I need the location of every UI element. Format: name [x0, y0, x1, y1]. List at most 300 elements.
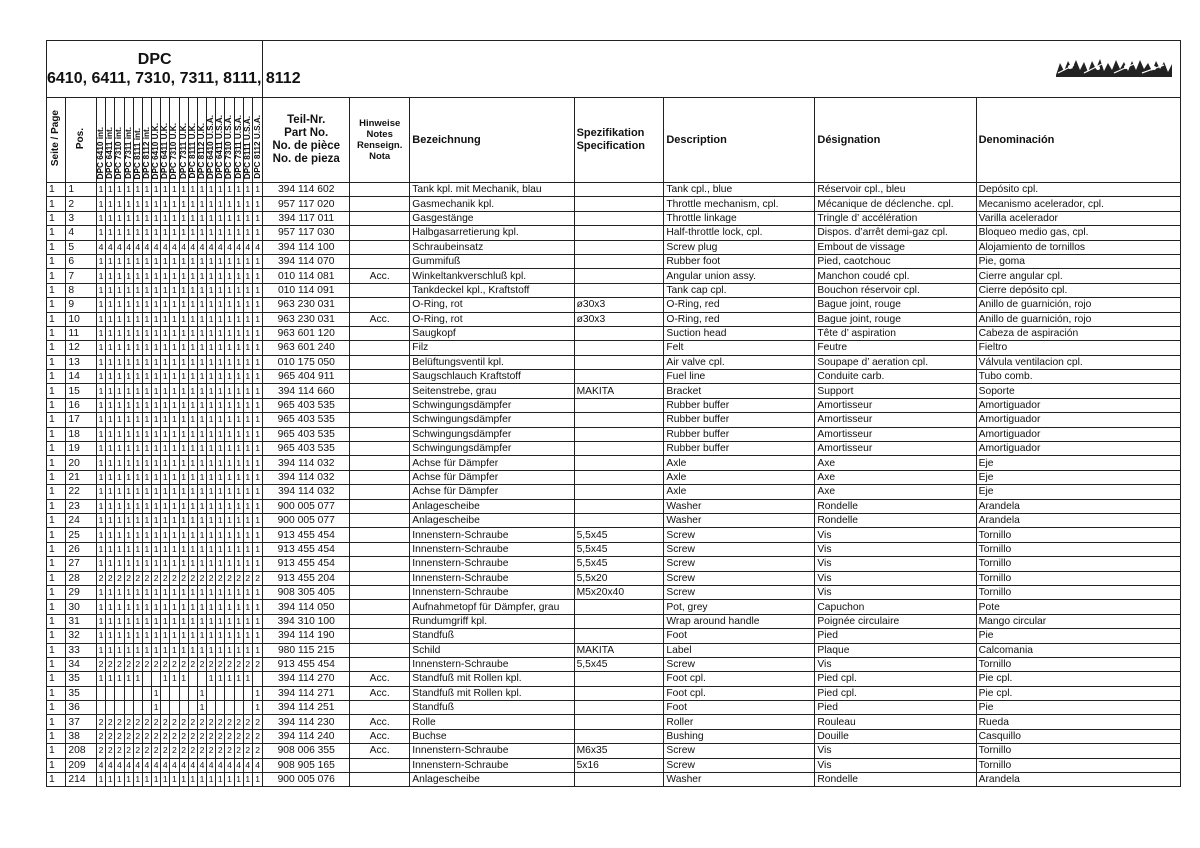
cell-quantity: 1	[207, 643, 216, 657]
cell-quantity: 1	[179, 183, 188, 197]
cell-quantity: 2	[106, 571, 115, 585]
cell-note	[350, 398, 410, 412]
table-row	[47, 442, 1181, 456]
cell-quantity: 1	[243, 384, 252, 398]
cell-quantity: 1	[188, 355, 197, 369]
cell-seite: 1	[47, 571, 66, 585]
cell-quantity: 1	[207, 672, 216, 686]
cell-part-no: 394 114 251	[263, 701, 350, 715]
cell-quantity: 1	[243, 283, 252, 297]
cell-quantity	[252, 672, 262, 686]
cell-pos: 214	[66, 773, 97, 787]
cell-quantity: 4	[115, 240, 124, 254]
cell-quantity: 1	[106, 485, 115, 499]
cell-bezeichnung: Schwingungsdämpfer	[410, 442, 574, 456]
cell-quantity: 1	[170, 442, 179, 456]
cell-quantity: 1	[161, 643, 170, 657]
cell-quantity	[207, 686, 216, 700]
cell-description: O-Ring, red	[664, 298, 815, 312]
cell-quantity: 1	[207, 355, 216, 369]
title-line2: 6410, 6411, 7310, 7311, 8111, 8112	[47, 69, 301, 87]
cell-quantity: 1	[115, 355, 124, 369]
cell-quantity: 1	[234, 773, 243, 787]
cell-quantity: 1	[234, 312, 243, 326]
cell-seite: 1	[47, 672, 66, 686]
cell-quantity: 1	[161, 312, 170, 326]
cell-quantity: 1	[152, 355, 161, 369]
cell-quantity: 1	[243, 485, 252, 499]
cell-quantity: 1	[234, 629, 243, 643]
cell-quantity: 1	[170, 211, 179, 225]
cell-bezeichnung: Halbgasarretierung kpl.	[410, 226, 574, 240]
cell-pos: 11	[66, 326, 97, 340]
cell-quantity: 1	[197, 542, 206, 556]
cell-quantity: 1	[106, 370, 115, 384]
cell-quantity: 1	[197, 254, 206, 268]
cell-quantity: 1	[106, 542, 115, 556]
table-row	[47, 571, 1181, 585]
cell-part-no: 394 114 230	[263, 715, 350, 729]
cell-quantity: 2	[161, 729, 170, 743]
cell-quantity: 1	[188, 513, 197, 527]
cell-quantity: 1	[96, 211, 105, 225]
cell-pos: 20	[66, 456, 97, 470]
cell-pos: 38	[66, 729, 97, 743]
cell-quantity: 2	[106, 657, 115, 671]
cell-quantity: 1	[133, 370, 142, 384]
cell-part-no: 965 403 535	[263, 398, 350, 412]
cell-quantity: 1	[152, 499, 161, 513]
cell-quantity: 1	[207, 211, 216, 225]
cell-quantity: 4	[106, 758, 115, 772]
cell-quantity: 1	[106, 773, 115, 787]
cell-quantity: 4	[142, 240, 151, 254]
cell-part-no: 900 005 076	[263, 773, 350, 787]
cell-denominacion: Pie	[976, 629, 1180, 643]
cell-quantity: 1	[188, 326, 197, 340]
table-row	[47, 657, 1181, 671]
cell-description: Wrap around handle	[664, 614, 815, 628]
model-label: DPC 8111 int.	[132, 127, 142, 179]
cell-quantity: 1	[216, 384, 225, 398]
cell-spezifikation: M6x35	[574, 744, 664, 758]
model-label: DPC 7310 U.K.	[169, 122, 179, 179]
cell-quantity	[225, 686, 234, 700]
cell-quantity: 2	[170, 729, 179, 743]
cell-quantity: 1	[243, 600, 252, 614]
cell-quantity: 1	[216, 341, 225, 355]
cell-spezifikation	[574, 773, 664, 787]
cell-designation: Plaque	[815, 643, 976, 657]
cell-quantity	[152, 672, 161, 686]
cell-designation: Bague joint, rouge	[815, 298, 976, 312]
cell-bezeichnung: Innenstern-Schraube	[410, 585, 574, 599]
cell-quantity: 2	[170, 571, 179, 585]
cell-pos: 31	[66, 614, 97, 628]
cell-note	[350, 341, 410, 355]
cell-seite: 1	[47, 686, 66, 700]
cell-quantity: 1	[243, 254, 252, 268]
column-header-row	[47, 98, 1181, 183]
cell-quantity: 1	[124, 672, 133, 686]
cell-quantity: 1	[216, 211, 225, 225]
model-label: DPC 8112 U.K.	[196, 123, 206, 179]
cell-quantity: 1	[188, 528, 197, 542]
cell-quantity: 1	[161, 513, 170, 527]
cell-quantity: 1	[234, 398, 243, 412]
cell-pos: 30	[66, 600, 97, 614]
cell-quantity: 1	[161, 183, 170, 197]
model-label: DPC 6411 int.	[105, 127, 115, 179]
col-model-14	[225, 98, 234, 183]
cell-quantity: 1	[197, 312, 206, 326]
cell-quantity: 1	[243, 341, 252, 355]
cell-quantity: 1	[152, 183, 161, 197]
cell-quantity: 1	[197, 629, 206, 643]
model-label: DPC 8111 U.S.A.	[242, 115, 252, 179]
cell-quantity: 1	[124, 600, 133, 614]
table-row	[47, 197, 1181, 211]
cell-denominacion: Alojamiento de tornillos	[976, 240, 1180, 254]
cell-quantity: 1	[142, 183, 151, 197]
table-row	[47, 283, 1181, 297]
cell-quantity: 1	[161, 614, 170, 628]
cell-seite: 1	[47, 183, 66, 197]
cell-spezifikation	[574, 211, 664, 225]
cell-quantity: 1	[216, 355, 225, 369]
cell-quantity: 1	[106, 413, 115, 427]
cell-quantity: 1	[225, 384, 234, 398]
cell-quantity: 1	[142, 355, 151, 369]
col-model-9	[179, 98, 188, 183]
cell-spezifikation	[574, 701, 664, 715]
cell-quantity: 1	[207, 384, 216, 398]
cell-quantity: 1	[243, 585, 252, 599]
cell-quantity: 1	[179, 341, 188, 355]
table-row	[47, 629, 1181, 643]
cell-bezeichnung: Filz	[410, 341, 574, 355]
cell-quantity: 1	[216, 629, 225, 643]
table-row	[47, 773, 1181, 787]
cell-quantity: 1	[252, 585, 262, 599]
cell-quantity: 1	[243, 183, 252, 197]
cell-quantity: 2	[170, 744, 179, 758]
cell-quantity: 1	[152, 197, 161, 211]
cell-quantity: 1	[234, 557, 243, 571]
cell-designation: Vis	[815, 585, 976, 599]
cell-note	[350, 226, 410, 240]
cell-quantity: 1	[207, 413, 216, 427]
cell-quantity: 4	[96, 240, 105, 254]
cell-seite: 1	[47, 557, 66, 571]
cell-description: Rubber buffer	[664, 398, 815, 412]
cell-quantity: 4	[96, 758, 105, 772]
cell-quantity: 1	[225, 183, 234, 197]
cell-quantity: 1	[133, 427, 142, 441]
cell-quantity: 1	[170, 600, 179, 614]
cell-quantity: 1	[234, 197, 243, 211]
cell-quantity: 1	[188, 773, 197, 787]
cell-denominacion: Tornillo	[976, 657, 1180, 671]
cell-quantity	[188, 672, 197, 686]
table-row	[47, 427, 1181, 441]
cell-quantity: 1	[124, 269, 133, 283]
cell-part-no: 963 230 031	[263, 298, 350, 312]
cell-quantity: 1	[188, 384, 197, 398]
cell-quantity: 1	[124, 629, 133, 643]
cell-quantity: 2	[207, 744, 216, 758]
cell-quantity: 1	[197, 442, 206, 456]
cell-quantity: 1	[207, 442, 216, 456]
cell-quantity: 1	[207, 326, 216, 340]
cell-part-no: 394 114 032	[263, 485, 350, 499]
cell-quantity: 1	[142, 614, 151, 628]
cell-bezeichnung: Innenstern-Schraube	[410, 657, 574, 671]
cell-note	[350, 326, 410, 340]
cell-quantity: 1	[142, 542, 151, 556]
cell-quantity: 2	[161, 715, 170, 729]
model-label: DPC 8111 U.K.	[187, 123, 197, 179]
cell-quantity: 2	[234, 729, 243, 743]
cell-quantity: 1	[133, 298, 142, 312]
cell-quantity: 1	[133, 643, 142, 657]
cell-denominacion: Eje	[976, 485, 1180, 499]
cell-spezifikation: ø30x3	[574, 298, 664, 312]
cell-part-no: 908 905 165	[263, 758, 350, 772]
cell-quantity: 1	[161, 269, 170, 283]
cell-quantity: 1	[170, 326, 179, 340]
cell-part-no: 010 175 050	[263, 355, 350, 369]
cell-quantity: 1	[252, 499, 262, 513]
cell-quantity: 1	[225, 585, 234, 599]
cell-part-no: 957 117 030	[263, 226, 350, 240]
cell-quantity: 1	[133, 413, 142, 427]
cell-denominacion: Fieltro	[976, 341, 1180, 355]
cell-denominacion: Rueda	[976, 715, 1180, 729]
cell-quantity: 2	[197, 729, 206, 743]
cell-description: Suction head	[664, 326, 815, 340]
cell-quantity: 1	[133, 470, 142, 484]
cell-quantity: 1	[142, 398, 151, 412]
cell-quantity: 2	[243, 729, 252, 743]
cell-quantity: 1	[106, 254, 115, 268]
cell-bezeichnung: Gasgestänge	[410, 211, 574, 225]
cell-note	[350, 470, 410, 484]
cell-note	[350, 384, 410, 398]
cell-quantity: 1	[188, 629, 197, 643]
cell-quantity	[243, 686, 252, 700]
cell-bezeichnung: Gummifuß	[410, 254, 574, 268]
cell-quantity: 1	[216, 283, 225, 297]
cell-quantity: 2	[197, 744, 206, 758]
cell-description: Label	[664, 643, 815, 657]
cell-quantity: 1	[106, 355, 115, 369]
cell-seite: 1	[47, 211, 66, 225]
cell-quantity: 1	[161, 413, 170, 427]
cell-quantity: 1	[161, 226, 170, 240]
cell-note	[350, 643, 410, 657]
cell-quantity: 1	[161, 528, 170, 542]
cell-quantity: 1	[207, 269, 216, 283]
cell-quantity: 1	[124, 470, 133, 484]
cell-quantity: 1	[225, 197, 234, 211]
cell-quantity: 1	[152, 701, 161, 715]
cell-quantity: 4	[225, 758, 234, 772]
cell-spezifikation	[574, 398, 664, 412]
cell-quantity: 1	[142, 629, 151, 643]
cell-quantity: 1	[234, 269, 243, 283]
cell-quantity: 1	[96, 442, 105, 456]
cell-quantity: 1	[252, 370, 262, 384]
cell-seite: 1	[47, 629, 66, 643]
cell-quantity: 1	[133, 283, 142, 297]
cell-denominacion: Tornillo	[976, 585, 1180, 599]
cell-quantity: 1	[207, 600, 216, 614]
cell-quantity: 1	[225, 557, 234, 571]
cell-quantity: 1	[216, 413, 225, 427]
cell-seite: 1	[47, 485, 66, 499]
cell-part-no: 394 114 240	[263, 729, 350, 743]
cell-quantity: 1	[179, 254, 188, 268]
cell-quantity: 1	[252, 442, 262, 456]
cell-quantity: 1	[207, 254, 216, 268]
cell-part-no: 913 455 454	[263, 657, 350, 671]
cell-quantity: 1	[115, 298, 124, 312]
cell-quantity: 1	[96, 513, 105, 527]
cell-quantity: 1	[170, 643, 179, 657]
cell-quantity: 4	[161, 240, 170, 254]
cell-quantity: 1	[243, 672, 252, 686]
cell-quantity: 2	[197, 571, 206, 585]
cell-designation: Pied, caotchouc	[815, 254, 976, 268]
notes-label-de: Hinweise	[359, 118, 401, 129]
table-row	[47, 686, 1181, 700]
cell-quantity: 1	[133, 513, 142, 527]
cell-quantity: 1	[115, 773, 124, 787]
cell-quantity: 1	[106, 341, 115, 355]
cell-quantity: 1	[225, 629, 234, 643]
cell-quantity: 1	[225, 513, 234, 527]
cell-quantity: 1	[170, 341, 179, 355]
table-row	[47, 600, 1181, 614]
cell-quantity: 1	[252, 283, 262, 297]
cell-seite: 1	[47, 370, 66, 384]
cell-quantity: 2	[170, 715, 179, 729]
cell-quantity: 2	[161, 571, 170, 585]
cell-quantity: 2	[207, 715, 216, 729]
cell-quantity: 1	[152, 370, 161, 384]
cell-quantity: 1	[161, 298, 170, 312]
cell-quantity: 4	[152, 758, 161, 772]
cell-quantity: 1	[106, 470, 115, 484]
cell-seite: 1	[47, 355, 66, 369]
cell-quantity: 1	[207, 585, 216, 599]
cell-quantity: 2	[179, 729, 188, 743]
cell-quantity: 1	[216, 485, 225, 499]
cell-denominacion: Mango circular	[976, 614, 1180, 628]
cell-quantity: 2	[188, 729, 197, 743]
cell-quantity: 1	[207, 312, 216, 326]
cell-quantity: 1	[96, 398, 105, 412]
cell-quantity: 2	[152, 729, 161, 743]
cell-denominacion: Eje	[976, 470, 1180, 484]
cell-quantity: 1	[133, 211, 142, 225]
model-label: DPC 6410 U.K.	[151, 122, 161, 179]
cell-part-no: 965 403 535	[263, 413, 350, 427]
cell-quantity: 1	[225, 312, 234, 326]
cell-pos: 1	[66, 183, 97, 197]
cell-quantity: 1	[243, 326, 252, 340]
cell-description: Screw	[664, 758, 815, 772]
cell-quantity: 1	[152, 326, 161, 340]
cell-quantity: 1	[106, 600, 115, 614]
cell-quantity: 1	[161, 211, 170, 225]
cell-part-no: 963 601 120	[263, 326, 350, 340]
cell-quantity: 1	[243, 427, 252, 441]
cell-designation: Bouchon réservoir cpl.	[815, 283, 976, 297]
cell-quantity: 1	[170, 370, 179, 384]
cell-quantity: 1	[216, 542, 225, 556]
cell-quantity: 1	[216, 254, 225, 268]
col-model-10	[188, 98, 197, 183]
cell-quantity: 1	[133, 442, 142, 456]
cell-part-no: 965 403 535	[263, 442, 350, 456]
cell-quantity: 1	[234, 542, 243, 556]
cell-quantity: 4	[115, 758, 124, 772]
cell-quantity: 1	[152, 456, 161, 470]
cell-note	[350, 485, 410, 499]
cell-pos: 10	[66, 312, 97, 326]
cell-quantity: 4	[133, 758, 142, 772]
cell-quantity: 1	[252, 413, 262, 427]
cell-denominacion: Pie cpl.	[976, 672, 1180, 686]
cell-quantity: 1	[216, 226, 225, 240]
cell-quantity	[179, 686, 188, 700]
cell-quantity: 1	[106, 499, 115, 513]
cell-quantity: 1	[207, 773, 216, 787]
cell-quantity	[170, 686, 179, 700]
cell-quantity: 1	[124, 226, 133, 240]
cell-description: Washer	[664, 773, 815, 787]
cell-quantity: 1	[252, 341, 262, 355]
cell-quantity: 1	[179, 442, 188, 456]
table-row	[47, 557, 1181, 571]
col-model-17	[252, 98, 262, 183]
cell-quantity: 1	[115, 485, 124, 499]
cell-note	[350, 355, 410, 369]
cell-seite: 1	[47, 269, 66, 283]
cell-denominacion: Mecanismo acelerador, cpl.	[976, 197, 1180, 211]
cell-quantity: 1	[207, 557, 216, 571]
cell-pos: 26	[66, 542, 97, 556]
cell-quantity: 1	[216, 528, 225, 542]
table-row	[47, 326, 1181, 340]
cell-quantity: 1	[152, 298, 161, 312]
cell-quantity: 2	[243, 571, 252, 585]
cell-denominacion: Varilla acelerador	[976, 211, 1180, 225]
cell-quantity: 1	[152, 600, 161, 614]
cell-spezifikation	[574, 715, 664, 729]
cell-note: Acc.	[350, 672, 410, 686]
table-row	[47, 211, 1181, 225]
cell-quantity: 1	[234, 298, 243, 312]
cell-pos: 14	[66, 370, 97, 384]
col-pos-label: Pos.	[75, 127, 87, 150]
cell-quantity: 1	[142, 528, 151, 542]
cell-quantity	[188, 701, 197, 715]
cell-quantity: 1	[115, 542, 124, 556]
cell-quantity: 2	[252, 657, 262, 671]
